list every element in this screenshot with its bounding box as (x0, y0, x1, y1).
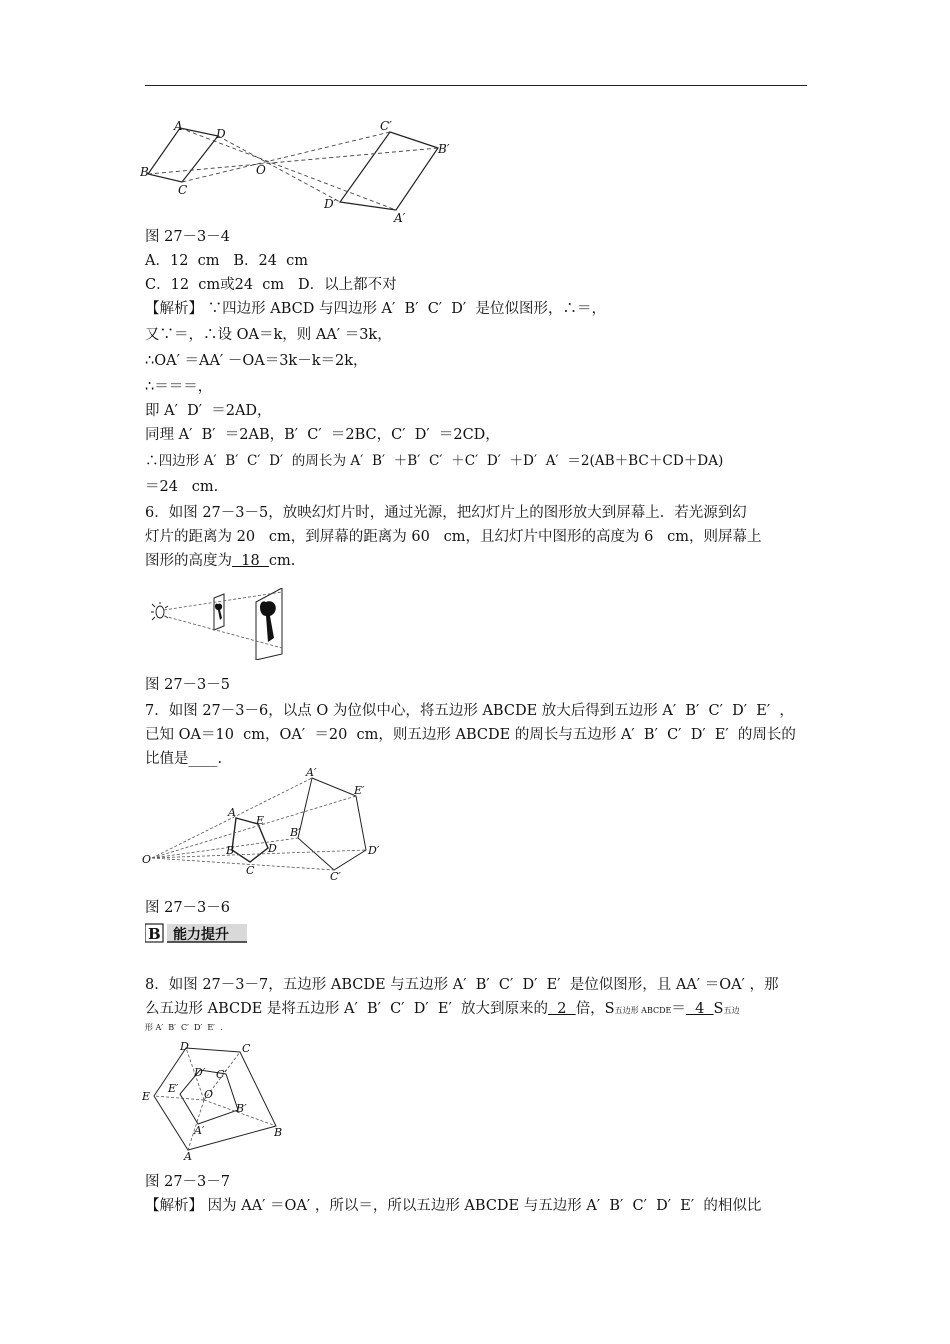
header-rule (145, 85, 807, 86)
q8-line-2 (145, 999, 739, 1021)
label-b-prime: B′ (236, 1102, 247, 1115)
q8-equals: ＝ (671, 1001, 686, 1017)
bulb-icon (156, 606, 164, 618)
label-b-prime: B′ (290, 826, 301, 839)
label-d-prime: D′ (194, 1066, 206, 1079)
label-b: B (274, 1126, 283, 1139)
label-c-prime: C′ (380, 119, 392, 133)
label-c: C (178, 183, 188, 197)
label-d-prime: D′ (368, 844, 380, 857)
q6-line-1: 6．如图 27－3－5，放映幻灯片时，通过光源，把幻灯片上的图形放大到屏幕上．若光源到幻 (145, 505, 747, 521)
label-b-prime: B′ (438, 142, 450, 156)
q8-line-2-mid: 倍，S (575, 1001, 615, 1017)
q7-line-3: 比值是____. (145, 751, 223, 767)
figure-27-3-4 (140, 118, 460, 223)
section-badge (145, 922, 249, 944)
quad-abcd (148, 128, 218, 182)
q5-solution-line-7: ∴四边形 A′ B′ C′ D′ 的周长为 A′ B′ ＋B′ C′ ＋C′ D′ ＋D′ A′ ＝2(AB＋BC＋CD＋DA) (145, 453, 724, 469)
q5-solution-line-2: 又∵＝，∴设 OA＝k，则 AA′ ＝3k， (145, 327, 392, 343)
label-c: C (246, 864, 255, 877)
screen-figure-icon (260, 601, 276, 642)
q8-line-1: 8．如图 27－3－7，五边形 ABCDE 与五边形 A′ B′ C′ D′ E′ 是位似图形，且 AA′ ＝OA′ ，那 (145, 977, 779, 993)
label-a: A (228, 806, 236, 819)
label-c-prime: C′ (216, 1068, 227, 1081)
q5-solution-line-3: ∴OA′ ＝AA′ －OA＝3k－k＝2k， (145, 353, 368, 369)
section-title: 能力提升 (173, 927, 229, 943)
label-b: B (226, 844, 235, 857)
q6-unit: cm. (268, 553, 296, 569)
slide-figure-icon (215, 604, 222, 620)
label-a-prime: A′ (394, 211, 406, 223)
label-c: C (242, 1042, 251, 1055)
q8-subscript-1: 五边形 ABCDE (614, 1006, 672, 1015)
q8-line-2-text: 么五边形 ABCDE 是将五边形 A′ B′ C′ D′ E′ 放大到原来的 (145, 1001, 549, 1017)
q5-solution-line-6: 同理 A′ B′ ＝2AB，B′ C′ ＝2BC，C′ D′ ＝2CD， (145, 427, 500, 443)
label-o: O (256, 163, 266, 177)
label-d-prime: D′ (324, 197, 337, 211)
q5-solution-line-8: ＝24 cm. (145, 479, 219, 495)
caption-27-3-4: 图 27－3－4 (145, 229, 231, 245)
caption-27-3-7: 图 27－3－7 (145, 1174, 231, 1190)
label-a-prime: A′ (194, 1124, 205, 1137)
caption-27-3-5: 图 27－3－5 (145, 677, 231, 693)
q6-answer: 18 (232, 553, 269, 569)
q5-solution-line-4: ∴＝＝＝， (145, 379, 213, 395)
q8-answer-2: 4 (685, 1001, 714, 1017)
section-letter: B (148, 925, 161, 943)
label-a: A (184, 1150, 192, 1160)
label-c-prime: C′ (330, 870, 341, 883)
pentagon-abcde (154, 1048, 276, 1150)
q5-options-ab: A．12 cm B．24 cm (145, 253, 309, 269)
quad-a1b1c1d1 (340, 132, 438, 210)
figure-27-3-5 (148, 588, 288, 660)
q6-line-3-text: 图形的高度为 (145, 553, 232, 569)
label-e-prime: E′ (354, 784, 365, 797)
label-o: O (204, 1088, 214, 1101)
caption-27-3-6: 图 27－3－6 (145, 900, 231, 916)
q6-line-3 (145, 551, 295, 571)
label-a-prime: A′ (306, 768, 317, 779)
q5-solution-line-1: 【解析】 ∵四边形 ABCD 与四边形 A′ B′ C′ D′ 是位似图形，∴＝， (145, 301, 606, 317)
label-e: E (256, 814, 265, 827)
figure-27-3-7 (140, 1040, 290, 1160)
q5-solution-line-5: 即 A′ D′ ＝2AD， (145, 403, 272, 419)
q8-answer-1: 2 (548, 1001, 576, 1017)
q5-options-cd: C．12 cm或24 cm D．以上都不对 (145, 277, 397, 293)
q7-line-1: 7．如图 27－3－6，以点 O 为位似中心，将五边形 ABCDE 放大后得到五边形 A′ B′ C′ D′ E′ ， (145, 703, 794, 719)
label-b: B (140, 165, 149, 179)
label-a: A (174, 119, 183, 133)
label-d: D (180, 1040, 189, 1053)
q7-line-2: 已知 OA＝10 cm，OA′ ＝20 cm，则五边形 ABCDE 的周长与五边形 A′ B′ C′ D′ E′ 的周长的 (145, 727, 796, 743)
q8-line-2-post: S (713, 1001, 724, 1017)
label-o: O (142, 853, 152, 866)
label-e: E (142, 1090, 151, 1103)
figure-27-3-6 (140, 768, 390, 884)
q8-subscript-2: 五边 (723, 1006, 740, 1015)
q8-line-3: 形 A′ B′ C′ D′ E′ . (145, 1023, 223, 1032)
label-e-prime: E′ (168, 1082, 179, 1095)
label-d: D (268, 842, 277, 855)
q6-line-2: 灯片的距离为 20 cm，到屏幕的距离为 60 cm，且幻灯片中图形的高度为 6 cm，则屏幕上 (145, 529, 762, 545)
q8-solution-line: 【解析】 因为 AA′ ＝OA′ ，所以＝，所以五边形 ABCDE 与五边形 A′ B′ C′ D′ E′ 的相似比 (145, 1198, 762, 1214)
label-d: D (216, 127, 226, 141)
